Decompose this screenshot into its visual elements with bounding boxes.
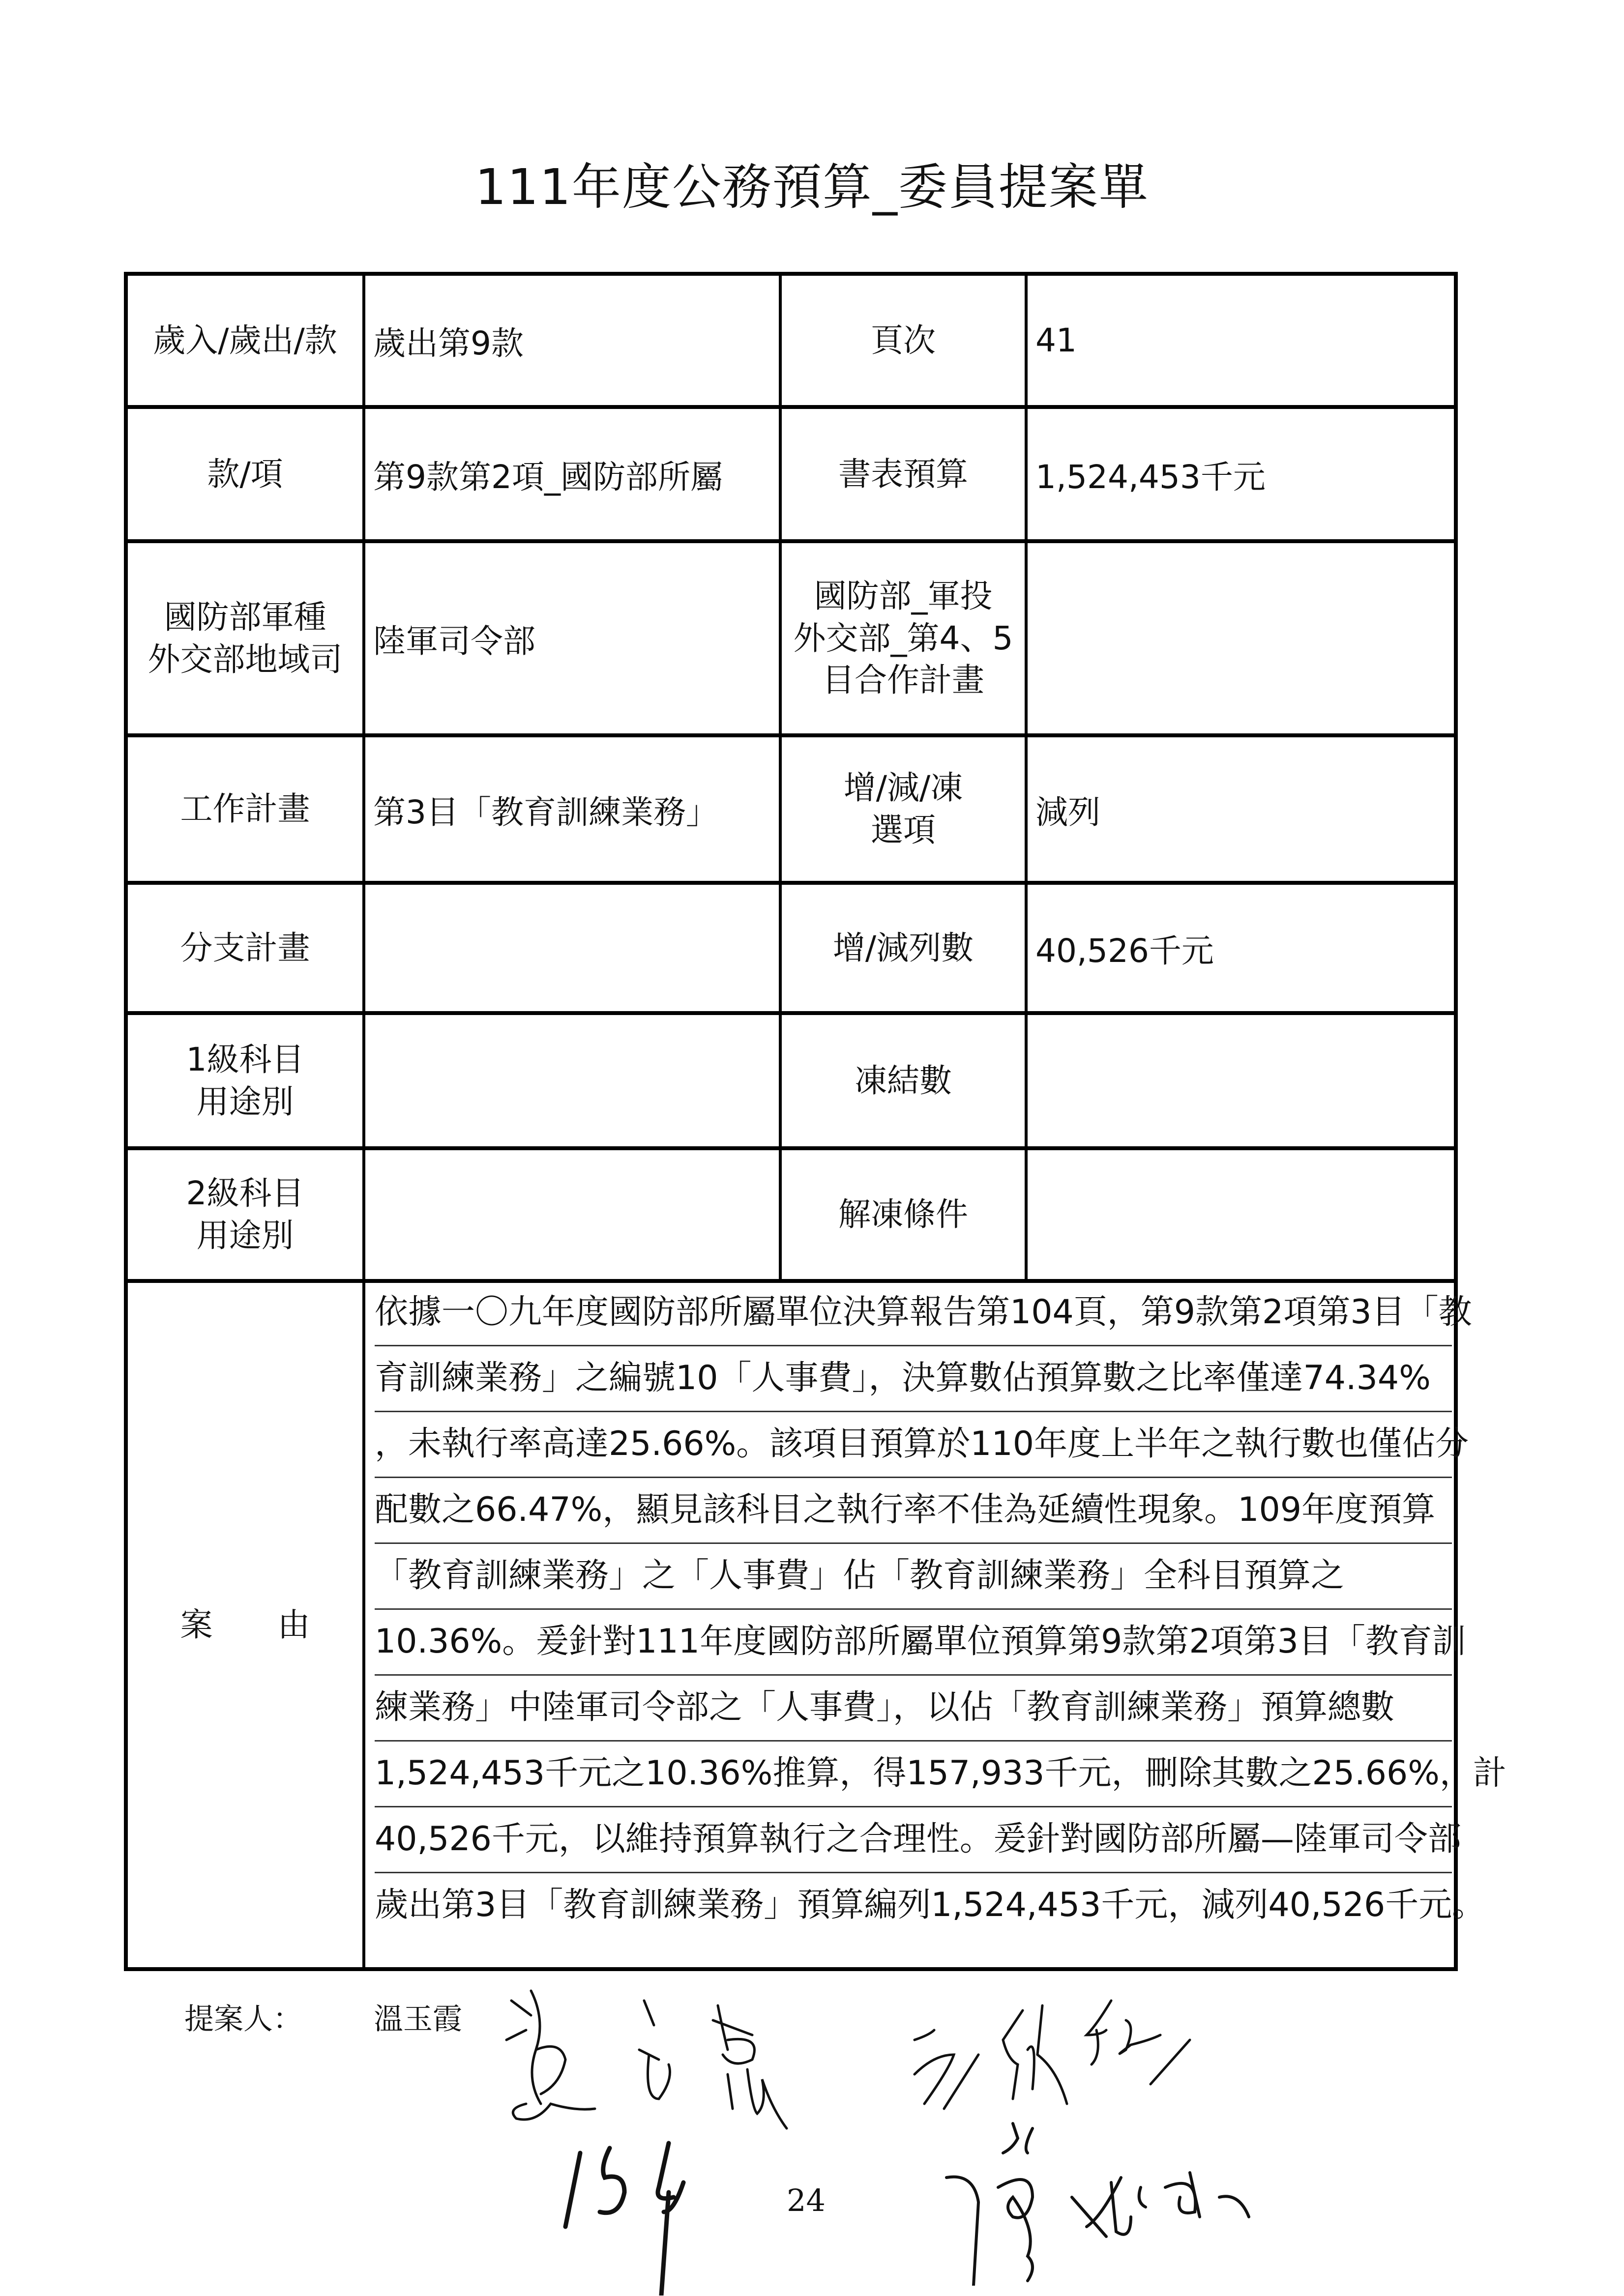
value-category: 歲出第9款	[373, 324, 524, 362]
reason-line: 「教育訓練業務」之「人事費」佔「教育訓練業務」全科目預算之	[375, 1543, 1452, 1610]
reason-line: ，未執行率高達25.66%。該項目預算於110年度上半年之執行數也僅佔分	[375, 1411, 1452, 1478]
label-frozen-amount: 凍結數	[855, 1061, 952, 1100]
page-number: 24	[787, 2182, 826, 2218]
value-adjust-option: 減列	[1035, 793, 1100, 831]
label-page: 頁次	[871, 321, 936, 359]
value-section-item: 第9款第2項_國防部所屬	[373, 458, 723, 496]
value-sub-plan	[365, 885, 779, 1011]
row-divider	[124, 1011, 1458, 1015]
reason-line: 練業務」中陸軍司令部之「人事費」，以佔「教育訓練業務」預算總數	[375, 1675, 1452, 1742]
label-adjust-line: 增/減/凍	[843, 769, 963, 807]
reason-line: 40,526千元，以維持預算執行之合理性。爰針對國防部所屬—陸軍司令部	[375, 1806, 1452, 1873]
label-work-plan: 工作計畫	[180, 790, 310, 828]
reason-text	[368, 1280, 1506, 1967]
label-unfreeze-condition: 解凍條件	[838, 1195, 968, 1234]
value-cooperation-plan	[1028, 543, 1454, 733]
label-level2-line: 用途別	[196, 1217, 294, 1254]
label-level2-line: 2級科目	[186, 1174, 304, 1213]
signature-2	[895, 1991, 1337, 2119]
label-book-budget: 書表預算	[838, 455, 968, 493]
label-level1-line: 用途別	[196, 1082, 294, 1121]
label-cooperation-line: 國防部_軍投	[814, 577, 993, 615]
page-title: 111年度公務預算_委員提案單	[475, 158, 1149, 216]
label-adjust-amount: 增/減列數	[832, 929, 974, 967]
reason-line: 依據一〇九年度國防部所屬單位決算報告第104頁，第9款第2項第3目「教	[375, 1279, 1452, 1346]
value-adjust-amount: 40,526千元	[1035, 932, 1214, 970]
label-section-item: 款/項	[207, 455, 283, 493]
label-level1-line: 1級科目	[186, 1040, 304, 1078]
proposer-name: 溫玉霞	[374, 2002, 462, 2036]
label-reason: 案 由	[180, 1606, 310, 1644]
row-divider	[124, 733, 1458, 737]
value-unfreeze-condition	[1028, 1150, 1454, 1279]
proposer-label: 提案人：	[184, 2002, 302, 2036]
value-frozen-amount	[1028, 1015, 1454, 1146]
signature-3	[944, 2119, 1318, 2286]
row-divider	[124, 539, 1458, 543]
label-level2-subject	[128, 1150, 362, 1279]
reason-line: 10.36%。爰針對111年度國防部所屬單位預算第9款第2項第3目「教育訓	[375, 1609, 1452, 1676]
label-cooperation-line: 目合作計畫	[822, 661, 984, 699]
value-page: 41	[1035, 321, 1077, 359]
row-divider	[124, 1146, 1458, 1150]
label-category: 歲入/歲出/款	[153, 321, 337, 359]
value-level2-subject	[365, 1150, 779, 1279]
label-branch-line: 外交部地域司	[148, 640, 343, 678]
reason-line: 配數之66.47%，顯見該科目之執行率不佳為延續性現象。109年度預算	[375, 1477, 1452, 1544]
reason-line: 育訓練業務」之編號10「人事費」，決算數佔預算數之比率僅達74.34%	[375, 1345, 1452, 1412]
label-cooperation-plan	[782, 543, 1025, 733]
label-adjust-option	[782, 737, 1025, 881]
value-work-plan: 第3目「教育訓練業務」	[373, 793, 718, 831]
label-branch	[128, 543, 362, 733]
reason-line: 1,524,453千元之10.36%推算，得157,933千元，刪除其數之25.66%，計	[375, 1741, 1452, 1807]
signature-1	[497, 1981, 870, 2138]
label-sub-plan: 分支計畫	[180, 929, 310, 967]
row-divider	[124, 405, 1458, 409]
handwritten-page-number	[551, 2133, 708, 2296]
row-divider	[124, 881, 1458, 885]
value-branch: 陸軍司令部	[373, 622, 535, 660]
label-cooperation-line: 外交部_第4、5	[793, 619, 1013, 657]
label-branch-line: 國防部軍種	[164, 598, 326, 636]
value-level1-subject	[365, 1015, 779, 1146]
label-level1-subject	[128, 1015, 362, 1146]
label-adjust-line: 選項	[871, 811, 936, 849]
reason-line: 歲出第3目「教育訓練業務」預算編列1,524,453千元，減列40,526千元。	[375, 1886, 1486, 1924]
value-book-budget: 1,524,453千元	[1035, 458, 1266, 496]
